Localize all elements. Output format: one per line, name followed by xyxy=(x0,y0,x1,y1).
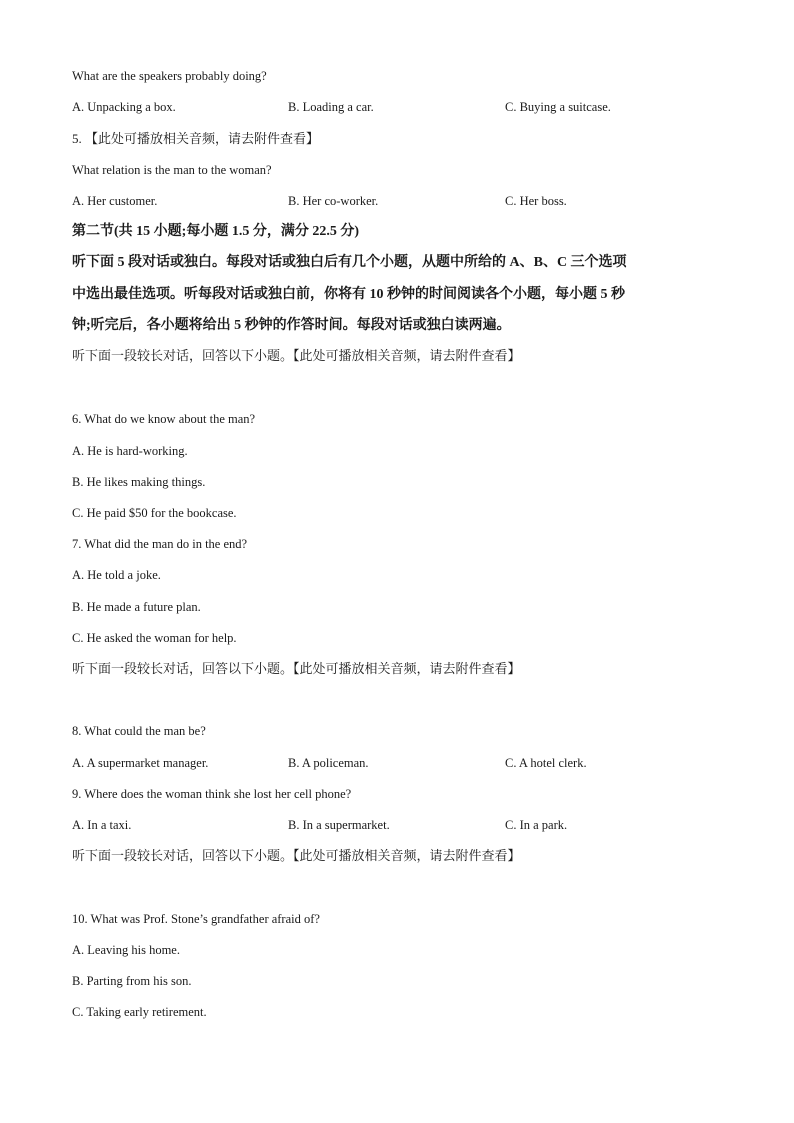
dialog-intro-3: 听下面一段较长对话，回答以下小题。【此处可播放相关音频，请去附件查看】 xyxy=(72,848,521,863)
q9-option-a: A. In a taxi. xyxy=(72,818,132,832)
q8-option-a: A. A supermarket manager. xyxy=(72,756,209,770)
q9-option-b: B. In a supermarket. xyxy=(288,818,390,832)
q5-option-c: C. Her boss. xyxy=(505,194,567,208)
q8-option-c: C. A hotel clerk. xyxy=(505,756,587,770)
q6-option-a: A. He is hard-working. xyxy=(72,444,188,458)
q4-option-c: C. Buying a suitcase. xyxy=(505,100,611,114)
q10-option-b: B. Parting from his son. xyxy=(72,974,192,988)
q7-option-a: A. He told a joke. xyxy=(72,568,161,582)
q7-option-b: B. He made a future plan. xyxy=(72,600,201,614)
q6-question: 6. What do we know about the man? xyxy=(72,412,256,426)
q5-header: 5. 【此处可播放相关音频，请去附件查看】 xyxy=(72,131,320,146)
q5-question: What relation is the man to the woman? xyxy=(72,163,272,177)
q5-option-a: A. Her customer. xyxy=(72,194,158,208)
q4-option-b: B. Loading a car. xyxy=(288,100,374,114)
dialog-intro-1: 听下面一段较长对话，回答以下小题。【此处可播放相关音频，请去附件查看】 xyxy=(72,348,521,363)
q4-question: What are the speakers probably doing? xyxy=(72,69,267,83)
q6-option-b: B. He likes making things. xyxy=(72,475,206,489)
q5-option-b: B. Her co-worker. xyxy=(288,194,379,208)
q8-option-b: B. A policeman. xyxy=(288,756,369,770)
q10-question: 10. What was Prof. Stone’s grandfather afraid of? xyxy=(72,912,320,926)
section2-instructions-line-3: 钟;听完后，各小题将给出 5 秒钟的作答时间。每段对话或独白读两遍。 xyxy=(72,318,511,333)
q6-option-c: C. He paid $50 for the bookcase. xyxy=(72,506,237,520)
q10-option-a: A. Leaving his home. xyxy=(72,943,180,957)
q7-option-c: C. He asked the woman for help. xyxy=(72,631,237,645)
q9-option-c: C. In a park. xyxy=(505,818,568,832)
section2-instructions-line-2: 中选出最佳选项。听每段对话或独白前，你将有 10 秒钟的时间阅读各个小题，每小题 5 秒 xyxy=(72,287,625,302)
q7-question: 7. What did the man do in the end? xyxy=(72,537,248,551)
q9-question: 9. Where does the woman think she lost her cell phone? xyxy=(72,787,352,801)
q10-option-c: C. Taking early retirement. xyxy=(72,1005,207,1019)
section2-instructions-line-1: 听下面 5 段对话或独白。每段对话或独白后有几个小题，从题中所给的 A、B、C 三个选项 xyxy=(72,255,627,270)
dialog-intro-2: 听下面一段较长对话，回答以下小题。【此处可播放相关音频，请去附件查看】 xyxy=(72,661,521,676)
q8-question: 8. What could the man be? xyxy=(72,724,206,738)
section2-title: 第二节(共 15 小题;每小题 1.5 分，满分 22.5 分) xyxy=(72,224,359,239)
q4-option-a: A. Unpacking a box. xyxy=(72,100,176,114)
